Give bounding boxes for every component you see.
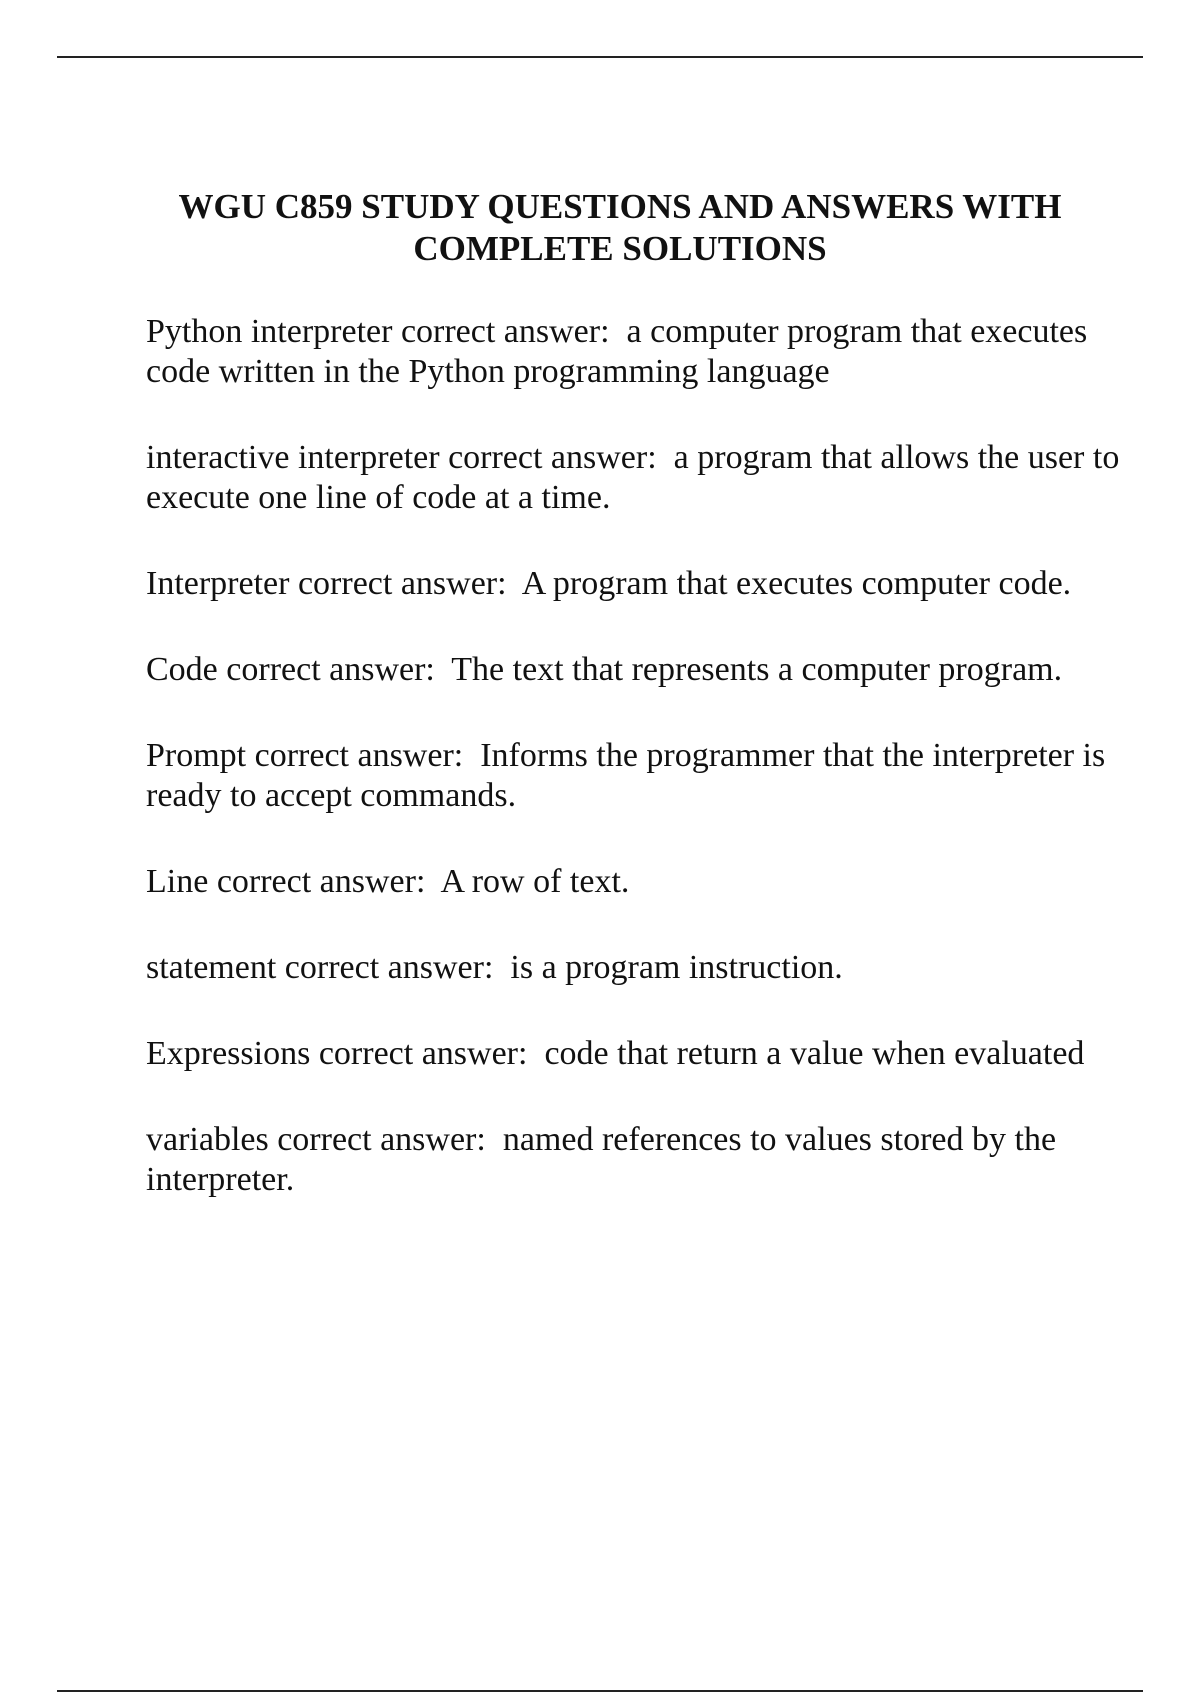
entry-term: Line — [146, 863, 209, 900]
qa-entry — [146, 862, 1136, 902]
qa-entry — [146, 1034, 1136, 1074]
entry-answer: A row of text. — [440, 863, 630, 900]
title-line-1: WGU C859 STUDY QUESTIONS AND ANSWERS WITH — [178, 187, 1062, 226]
entry-term: Python interpreter — [146, 313, 393, 350]
entry-label: correct answer: — [254, 737, 464, 774]
entry-answer: Informs the programmer that the interpreter is ready to accept commands. — [146, 737, 1106, 814]
entry-label: correct answer: — [284, 949, 494, 986]
qa-entry — [146, 736, 1136, 816]
header-rule — [57, 56, 1143, 58]
document-title — [120, 186, 1120, 270]
entry-label: correct answer: — [448, 439, 657, 476]
qa-entry — [146, 650, 1136, 690]
qa-entry — [146, 948, 1136, 988]
entry-term: variables — [146, 1121, 269, 1158]
entry-answer: a computer program that executes code written in the Python programming language — [146, 313, 1088, 390]
entry-label: correct answer: — [400, 313, 610, 350]
entry-term: Prompt — [146, 737, 247, 774]
entry-label: correct answer: — [216, 863, 426, 900]
entry-label: correct answer: — [226, 651, 435, 688]
entry-term: Interpreter — [146, 565, 290, 602]
title-line-2: COMPLETE SOLUTIONS — [413, 229, 827, 268]
qa-entry — [146, 312, 1136, 392]
qa-entry — [146, 1120, 1136, 1200]
entry-term: interactive interpreter — [146, 439, 440, 476]
entry-answer: a program that allows the user to execute one line of code at a time. — [146, 439, 1120, 516]
footer-rule — [57, 1690, 1143, 1692]
qa-entry — [146, 438, 1136, 518]
entry-answer: is a program instruction. — [510, 949, 843, 986]
entry-answer: The text that represents a computer program. — [451, 651, 1063, 688]
entry-term: Expressions — [146, 1035, 311, 1072]
entry-label: correct answer: — [297, 565, 507, 602]
entry-answer: code that return a value when evaluated — [544, 1035, 1085, 1072]
entry-label: correct answer: — [277, 1121, 486, 1158]
entry-term: Code — [146, 651, 218, 688]
qa-list — [146, 312, 1136, 1246]
entry-answer: A program that executes computer code. — [521, 565, 1072, 602]
entry-term: statement — [146, 949, 277, 986]
entry-label: correct answer: — [318, 1035, 528, 1072]
qa-entry — [146, 564, 1136, 604]
entry-answer: named references to values stored by the interpreter. — [146, 1121, 1057, 1198]
